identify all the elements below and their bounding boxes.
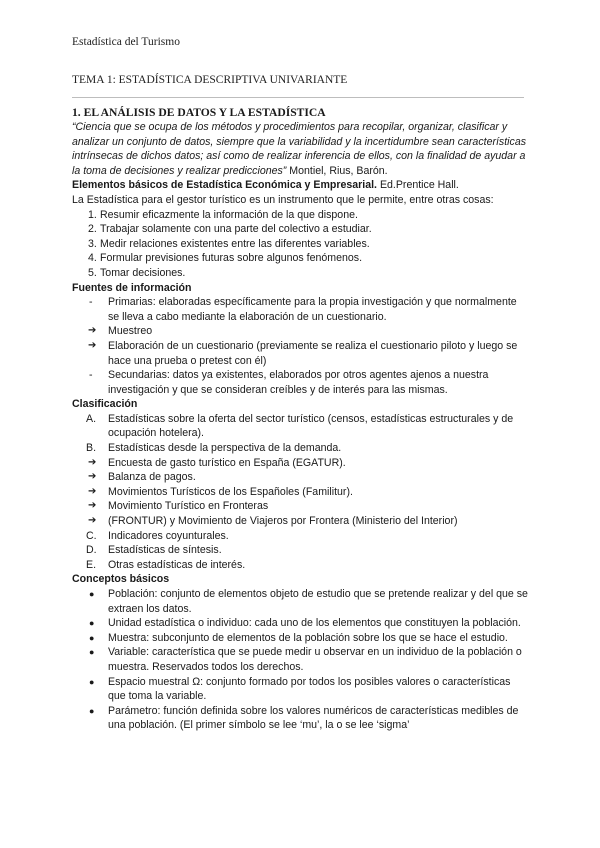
list-text: Movimientos Turísticos de los Españoles (Familitur).	[108, 485, 353, 498]
section-heading: 1. EL ANÁLISIS DE DATOS Y LA ESTADÍSTICA	[72, 106, 326, 119]
concepts-heading: Conceptos básicos	[72, 573, 170, 586]
bullet-icon: ●	[89, 705, 95, 716]
list-text: Primarias: elaboradas específicamente para la propia investigación y que normalmente se lleva a cabo mediante la elaboración de un cuestionario.	[108, 296, 517, 323]
list-text: Estadísticas sobre la oferta del sector turístico (censos, estadísticas estructurales y de ocupación hotelera).	[108, 412, 514, 440]
bullet-icon: ●	[89, 676, 95, 687]
list-marker: 4.	[88, 252, 97, 265]
divider	[72, 97, 524, 98]
classification-heading: Clasificación	[72, 398, 138, 411]
intro-paragraph: La Estadística para el gestor turístico es un instrumento que le permite, entre otras cosas:	[72, 193, 494, 206]
list-item	[72, 208, 528, 223]
arrow-icon: ➔	[88, 471, 97, 483]
topic-title: TEMA 1: ESTADÍSTICA DESCRIPTIVA UNIVARIANTE	[72, 74, 348, 86]
sources-list	[72, 295, 528, 397]
list-text: Balanza de pagos.	[108, 471, 196, 484]
bullet-icon: ●	[89, 589, 95, 599]
bullet-icon: ●	[89, 647, 95, 658]
uses-list	[72, 208, 528, 281]
quote-author: Montiel, Rius, Barón.	[286, 164, 388, 177]
list-item	[72, 675, 528, 704]
list-item	[72, 295, 528, 324]
quote-text: “Ciencia que se ocupa de los métodos y procedimientos para recopilar, organizar, clasificar y analizar un conjunto de datos, siempre que la variabilidad y la incertidumbre sean características intrínsecas de dichos datos; así como de realizar inferencia de ellos, con la finalidad de ayudar a la toma de decisiones y realizar predicciones”	[72, 121, 527, 177]
list-item	[72, 485, 528, 500]
list-item	[72, 704, 528, 733]
list-item	[72, 587, 528, 616]
book-title: Elementos básicos de Estadística Económica y Empresarial.	[72, 179, 377, 192]
list-text: Muestreo	[108, 325, 153, 338]
list-text: Otras estadísticas de interés.	[108, 558, 246, 571]
list-text: Espacio muestral Ω: conjunto formado por todos los posibles valores o características que toma la variable.	[108, 675, 511, 703]
list-text: Trabajar solamente con una parte del colectivo a estudiar.	[100, 223, 372, 236]
list-text: Elaboración de un cuestionario (previamente se realiza el cuestionario piloto y luego se hace una prueba o pretest con él)	[108, 339, 518, 367]
list-marker: C.	[86, 529, 97, 542]
list-item	[72, 324, 528, 339]
list-item	[72, 251, 528, 266]
page-header: Estadística del Turismo	[72, 36, 180, 48]
arrow-icon: ➔	[88, 325, 97, 337]
list-text: Movimiento Turístico en Fronteras	[108, 500, 269, 513]
list-item	[72, 645, 528, 674]
list-marker: A.	[86, 412, 97, 425]
list-text: Variable: característica que se puede medir u observar en un individuo de la población o muestra. Reservados todos los derechos.	[108, 646, 522, 673]
dash-marker: -	[89, 296, 93, 309]
list-marker: 1.	[88, 208, 97, 221]
list-marker: B.	[86, 442, 97, 455]
list-item	[72, 237, 528, 252]
list-text: (FRONTUR) y Movimiento de Viajeros por Frontera (Ministerio del Interior)	[108, 515, 458, 528]
list-item	[72, 470, 528, 485]
sources-heading: Fuentes de información	[72, 281, 192, 294]
list-text: Formular previsiones futuras sobre algunos fenómenos.	[100, 252, 363, 265]
list-text: Resumir eficazmente la información de la que dispone.	[100, 208, 358, 221]
list-text: Secundarias: datos ya existentes, elaborados por otros agentes ajenos a nuestra investigación y que se consideran creíbles y de interés para las mismas.	[108, 369, 489, 396]
list-marker: 5.	[88, 266, 97, 279]
classification-list	[72, 412, 528, 573]
list-item	[72, 631, 528, 646]
list-item	[72, 368, 528, 397]
arrow-icon: ➔	[88, 500, 97, 512]
dash-marker: -	[89, 369, 93, 382]
list-item	[72, 514, 528, 529]
list-text: Unidad estadística o individuo: cada uno de los elementos que constituyen la población.	[108, 617, 521, 630]
list-item	[72, 456, 528, 471]
list-item	[72, 558, 528, 573]
list-item	[72, 543, 528, 558]
list-text: Estadísticas desde la perspectiva de la demanda.	[108, 442, 342, 455]
list-marker: E.	[86, 558, 97, 571]
bullet-icon: ●	[89, 618, 95, 629]
arrow-icon: ➔	[88, 515, 97, 527]
list-item	[72, 412, 528, 441]
arrow-icon: ➔	[88, 456, 97, 468]
list-text: Tomar decisiones.	[100, 266, 186, 279]
book-publisher: Ed.Prentice Hall.	[377, 179, 459, 192]
arrow-icon: ➔	[88, 485, 97, 497]
list-marker: 2.	[88, 223, 97, 236]
list-item	[72, 339, 528, 368]
bullet-icon: ●	[89, 632, 95, 643]
concepts-list	[72, 587, 528, 733]
list-item	[72, 441, 528, 456]
list-text: Población: conjunto de elementos objeto de estudio que se pretende realizar y del que se extraen los datos.	[108, 588, 528, 615]
book-reference	[72, 178, 528, 193]
list-text: Estadísticas de síntesis.	[108, 544, 222, 557]
list-item	[72, 616, 528, 631]
list-marker: D.	[86, 544, 97, 557]
list-item	[72, 529, 528, 544]
definition-quote	[72, 120, 528, 178]
list-text: Parámetro: función definida sobre los valores numéricos de características medibles de una población. (El primer símbolo se lee ‘mu’, la o se lee ‘sigma’	[108, 704, 519, 732]
list-item	[72, 222, 528, 237]
list-text: Muestra: subconjunto de elementos de la población sobre los que se hace el estudio.	[108, 631, 508, 644]
arrow-icon: ➔	[88, 339, 97, 351]
document-body	[72, 105, 528, 733]
list-item	[72, 266, 528, 281]
list-item	[72, 499, 528, 514]
list-marker: 3.	[88, 237, 97, 250]
list-text: Indicadores coyunturales.	[108, 529, 229, 542]
list-text: Encuesta de gasto turístico en España (EGATUR).	[108, 456, 346, 469]
list-text: Medir relaciones existentes entre las diferentes variables.	[100, 237, 370, 250]
